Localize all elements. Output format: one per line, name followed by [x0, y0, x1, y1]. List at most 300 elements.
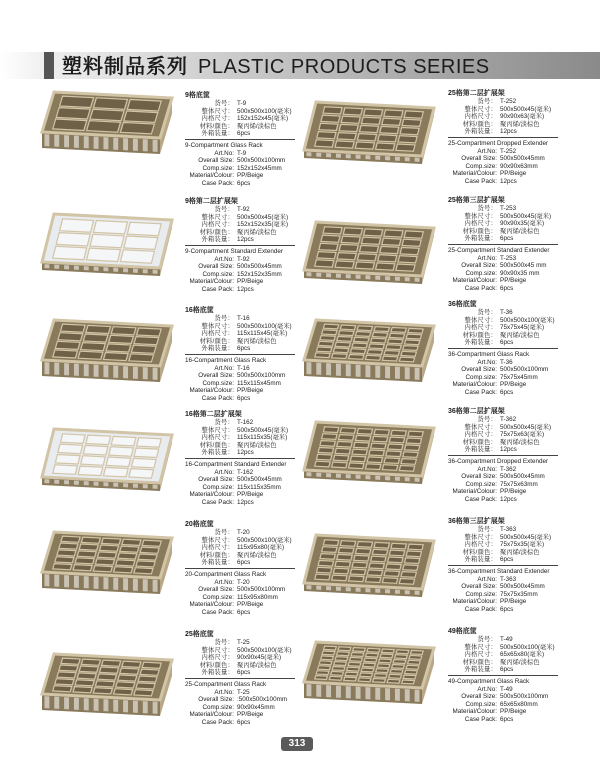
rack-compartment — [317, 252, 336, 259]
value-pack-cn: 6pcs — [237, 130, 251, 138]
rack-wall-hole — [123, 138, 128, 150]
spec-row-pack-cn — [448, 446, 558, 454]
label-art-cn: 货号： — [214, 639, 234, 646]
label-material-cn: 材料/颜色： — [462, 120, 497, 128]
rack-wall-hole — [336, 274, 341, 278]
rack-compartment — [398, 256, 417, 263]
label-comp-cn: 内格尺寸： — [201, 221, 234, 229]
spec-row-material-en — [448, 170, 558, 178]
spec-divider — [448, 137, 558, 138]
spec-row-material-en — [448, 277, 558, 285]
spec-row-material-en — [185, 278, 295, 286]
spec-row-overall-en — [185, 696, 295, 704]
value-overall-cn: 500x500x100(毫米) — [237, 107, 292, 115]
rack-wall-hole — [356, 275, 361, 279]
label-art-en: Art.No: — [214, 255, 234, 263]
rack-wall-hole — [84, 481, 89, 485]
rack-compartment — [357, 429, 372, 435]
rack-compartment — [384, 110, 403, 117]
label-material-en: Material/Colour: — [189, 172, 234, 180]
label-overall-cn: 整体尺寸： — [201, 426, 234, 434]
rack-compartment — [406, 438, 421, 444]
rack-compartment — [364, 229, 383, 236]
rack-compartment — [357, 134, 376, 141]
spec-row-pack-cn — [448, 235, 558, 243]
rack-compartment — [315, 461, 330, 467]
rack-compartment — [59, 665, 78, 671]
spec-row-comp-en — [448, 701, 558, 709]
product-spec — [185, 91, 295, 188]
rack-compartment — [318, 666, 331, 670]
rack-compartment — [332, 462, 347, 468]
spec-row-overall-en — [185, 372, 295, 380]
rack-compartment — [118, 675, 137, 681]
rack-wall-hole — [346, 587, 351, 591]
rack-compartment — [332, 575, 347, 581]
rack-wall-hole — [306, 585, 311, 589]
rack-image — [40, 318, 174, 384]
rack-wall-hole — [103, 267, 108, 271]
spec-row-pack-en — [448, 389, 558, 397]
rack-compartment — [87, 248, 121, 261]
rack-compartment — [102, 660, 121, 666]
rack-svg — [302, 640, 436, 706]
rack-compartment — [398, 136, 417, 143]
page-number: 313 — [281, 737, 313, 751]
label-art-en: Art.No: — [477, 465, 497, 473]
rack-svg — [40, 212, 174, 278]
spec-row-comp-cn — [448, 541, 558, 549]
rack-wall-hole — [143, 579, 148, 591]
rack-compartment — [363, 663, 376, 667]
rack-compartment — [318, 448, 333, 454]
rack-wall-hole — [133, 701, 138, 713]
label-art-cn: 货号： — [477, 526, 497, 533]
value-comp-en: 115x115x45mm — [237, 379, 281, 387]
rack-compartment — [350, 569, 365, 575]
label-art-cn: 货号： — [214, 419, 234, 426]
rack-wall-hole — [385, 276, 390, 280]
rack-compartment — [356, 332, 371, 337]
rack-compartment — [320, 554, 335, 560]
label-comp-en: Comp.size: — [465, 162, 497, 170]
rack-compartment — [360, 245, 379, 252]
page-title-en: PLASTIC PRODUCTS SERIES — [198, 56, 490, 78]
label-pack-en: Case Pack: — [201, 285, 234, 293]
rack-compartment — [403, 565, 418, 571]
rack-wall-hole — [326, 473, 331, 477]
label-material-en: Material/Colour: — [452, 708, 497, 716]
label-comp-cn: 内格尺寸： — [201, 330, 234, 338]
rack-compartment — [389, 550, 404, 556]
label-material-en: Material/Colour: — [189, 601, 234, 609]
rack-compartment — [339, 435, 354, 441]
spec-row-comp-en — [448, 591, 558, 599]
rack-wall-hole — [133, 367, 138, 379]
product-heading-en: 36-Compartment Glass Rack — [448, 350, 530, 358]
spec-row-comp-cn — [185, 434, 295, 442]
rack-wall-hole — [326, 153, 331, 157]
rack-compartment — [131, 458, 156, 468]
rack-wall-hole — [346, 274, 351, 278]
rack-compartment — [61, 324, 86, 332]
rack-compartment — [109, 335, 134, 343]
spec-divider — [185, 139, 295, 140]
rack-compartment — [366, 464, 381, 470]
label-overall-cn: 整体尺寸： — [201, 322, 234, 330]
rack-compartment — [75, 680, 94, 686]
value-material-en: PP/Beige — [237, 711, 264, 719]
label-overall-cn: 整体尺寸： — [464, 533, 497, 541]
spec-row-pack-en — [185, 719, 295, 727]
rack-compartment — [95, 681, 114, 687]
spec-divider — [185, 458, 295, 459]
rack-compartment — [366, 653, 379, 657]
rack-compartment — [395, 655, 408, 659]
value-art-cn: T-253 — [500, 205, 517, 212]
rack-wall-hole — [306, 272, 311, 276]
rack-image — [40, 90, 174, 156]
rack-wall-hole — [113, 700, 118, 712]
rack-compartment — [372, 436, 387, 442]
rack-compartment — [100, 545, 119, 551]
rack-wall-hole — [74, 136, 79, 148]
rack-compartment — [79, 666, 98, 672]
spec-row-overall-en — [448, 366, 558, 374]
label-material-cn: 材料/颜色： — [462, 548, 497, 556]
rack-compartment — [341, 116, 360, 123]
rack-wall-hole — [375, 366, 380, 378]
rack-compartment — [95, 559, 114, 565]
rack-compartment — [55, 557, 74, 563]
spec-row-pack-en — [185, 180, 295, 188]
product-spec — [185, 306, 295, 403]
rack-compartment — [367, 350, 382, 355]
rack-wall-hole — [316, 273, 321, 277]
label-pack-cn: 外箱装量： — [201, 236, 234, 244]
rack-compartment — [106, 344, 131, 352]
rack-compartment — [362, 117, 381, 124]
rack-compartment — [318, 561, 333, 567]
value-pack-cn: 12pcs — [237, 449, 254, 457]
value-comp-cn: 75x75x45(毫米) — [500, 324, 545, 332]
rack-wall-hole — [365, 155, 370, 159]
rack-compartment — [140, 669, 159, 675]
label-material-cn: 材料/颜色： — [199, 228, 234, 236]
label-overall-cn: 整体尺寸： — [464, 316, 497, 324]
spec-row-material-en — [448, 598, 558, 606]
rack-compartment — [55, 341, 80, 349]
label-art-en: Art.No: — [214, 364, 234, 372]
value-overall-cn: 500x500x45(毫米) — [500, 533, 552, 541]
spec-row-comp-en — [185, 380, 295, 388]
spec-divider — [448, 455, 558, 456]
value-overall-en: 500x500x100mm — [500, 366, 549, 374]
rack-compartment — [343, 108, 362, 115]
value-comp-en: 152x152x45mm — [237, 164, 282, 172]
spec-row-art-cn — [185, 100, 295, 108]
spec-row-pack-en — [448, 178, 558, 186]
value-pack-en: 6pcs — [237, 179, 251, 187]
value-art-en: T-253 — [500, 254, 517, 262]
rack-compartment — [402, 239, 421, 246]
label-pack-cn: 外箱装量： — [201, 669, 234, 677]
product-heading-cn: 9格底筐 — [185, 92, 210, 99]
rack-compartment — [402, 119, 421, 126]
rack-compartment — [369, 450, 384, 456]
rack-compartment — [399, 466, 414, 472]
spec-row-material-en — [448, 488, 558, 496]
spec-row-art-cn — [448, 205, 558, 213]
value-pack-en: 6pcs — [500, 715, 514, 723]
rack-compartment — [94, 98, 128, 110]
rack-wall-hole — [64, 265, 69, 269]
rack-wall-hole — [84, 266, 89, 270]
rack-wall-hole — [143, 701, 148, 713]
value-overall-en: 500x500x45mm — [237, 476, 282, 484]
spec-divider — [448, 244, 558, 245]
rack-compartment — [338, 647, 351, 651]
rack-compartment — [53, 350, 78, 358]
value-comp-cn: 115x115x45(毫米) — [237, 330, 288, 338]
value-overall-cn: 500x500x100(毫米) — [237, 536, 292, 544]
rack-wall-hole — [74, 698, 79, 710]
rack-compartment — [364, 658, 377, 662]
rack-wall-hole — [365, 588, 370, 592]
rack-compartment — [61, 434, 86, 444]
rack-compartment — [354, 337, 369, 342]
value-art-cn: T-362 — [500, 416, 517, 423]
rack-compartment — [337, 554, 352, 560]
rack-image — [302, 640, 436, 706]
rack-compartment — [354, 442, 369, 448]
label-overall-en: Overall Size: — [461, 366, 497, 374]
value-art-cn: T-9 — [237, 100, 247, 107]
label-material-en: Material/Colour: — [452, 381, 497, 389]
rack-wall-hole — [336, 474, 341, 478]
rack-compartment — [83, 445, 108, 455]
rack-compartment — [411, 651, 424, 655]
rack-image — [40, 530, 174, 596]
spec-row-overall-en — [448, 693, 558, 701]
rack-compartment — [353, 648, 366, 652]
rack-wall-hole — [316, 363, 321, 375]
label-art-en: Art.No: — [477, 254, 497, 262]
rack-compartment — [59, 543, 78, 549]
rack-compartment — [378, 255, 397, 262]
rack-compartment — [367, 648, 380, 652]
rack-wall-hole — [44, 479, 49, 483]
rack-compartment — [140, 547, 159, 553]
spec-row-pack-cn — [185, 559, 295, 567]
label-art-cn: 货号： — [214, 206, 234, 213]
product-heading-cn: 25格底筐 — [185, 631, 214, 638]
spec-row-pack-cn — [185, 236, 295, 244]
rack-wall-hole — [415, 690, 420, 702]
rack-wall-hole — [415, 278, 420, 282]
rack-compartment — [389, 674, 402, 678]
rack-compartment — [329, 676, 342, 680]
label-art-en: Art.No: — [214, 468, 234, 476]
rack-wall-hole — [375, 156, 380, 160]
value-overall-cn: 500x500x45(毫米) — [237, 426, 289, 434]
value-pack-en: 12pcs — [237, 498, 254, 506]
product-spec — [448, 407, 558, 504]
value-material-cn: 聚丙烯/淡棕色 — [237, 228, 277, 236]
spec-divider — [448, 565, 558, 566]
label-material-cn: 材料/颜色： — [199, 661, 234, 669]
rack-compartment — [321, 656, 334, 660]
rack-wall-hole — [385, 476, 390, 480]
spec-row-art-en — [185, 150, 295, 158]
rack-compartment — [57, 550, 76, 556]
spec-divider — [185, 354, 295, 355]
label-comp-en: Comp.size: — [202, 164, 234, 172]
label-pack-en: Case Pack: — [464, 605, 497, 613]
rack-wall-hole — [94, 365, 99, 377]
label-material-en: Material/Colour: — [189, 711, 234, 719]
rack-compartment — [319, 661, 332, 665]
rack-image — [302, 220, 436, 286]
value-overall-en: 500x500x45mm — [500, 473, 545, 481]
spec-row-art-cn — [448, 416, 558, 424]
rack-wall-hole — [385, 589, 390, 593]
rack-compartment — [55, 455, 80, 465]
rack-compartment — [399, 357, 414, 362]
rack-wall-hole — [94, 482, 99, 486]
rack-compartment — [315, 140, 334, 147]
rack-wall-hole — [84, 364, 89, 376]
rack-wall-hole — [395, 689, 400, 701]
rack-wall-hole — [346, 154, 351, 158]
rack-compartment — [137, 438, 162, 448]
rack-wall-hole — [84, 136, 89, 148]
rack-compartment — [340, 541, 355, 547]
rack-compartment — [142, 662, 161, 668]
label-overall-en: Overall Size: — [461, 693, 497, 701]
rack-compartment — [56, 233, 90, 246]
spec-row-comp-cn — [448, 651, 558, 659]
rack-wall-hole — [64, 363, 69, 375]
rack-compartment — [339, 124, 358, 131]
rack-compartment — [120, 668, 139, 674]
rack-compartment — [57, 672, 76, 678]
value-comp-en: 65x65x80mm — [500, 700, 538, 708]
value-overall-cn: 500x500x100(毫米) — [237, 322, 292, 330]
rack-compartment — [118, 553, 137, 559]
rack-compartment — [138, 554, 157, 560]
spec-row-pack-cn — [185, 449, 295, 457]
rack-wall-hole — [143, 269, 148, 273]
rack-compartment — [73, 687, 92, 693]
rack-wall-hole — [356, 475, 361, 479]
spec-row-comp-cn — [185, 221, 295, 229]
spec-row-comp-cn — [185, 544, 295, 552]
spec-row-material-en — [448, 381, 558, 389]
rack-compartment — [350, 349, 365, 354]
value-pack-cn: 6pcs — [237, 669, 251, 677]
rack-compartment — [382, 118, 401, 125]
value-pack-en: 12pcs — [500, 495, 517, 503]
rack-wall-hole — [306, 472, 311, 476]
rack-compartment — [93, 566, 112, 572]
rack-compartment — [81, 456, 106, 466]
rack-compartment — [396, 264, 415, 271]
rack-compartment — [106, 457, 131, 467]
spec-row-comp-en — [185, 594, 295, 602]
rack-compartment — [335, 261, 354, 268]
value-material-en: PP/Beige — [500, 488, 527, 496]
value-pack-cn: 12pcs — [500, 128, 517, 136]
product-spec — [185, 630, 295, 727]
rack-compartment — [339, 331, 354, 336]
rack-compartment — [53, 465, 78, 475]
spec-row-comp-en — [185, 165, 295, 173]
rack-wall-hole — [113, 138, 118, 150]
spec-row-comp-cn — [448, 324, 558, 332]
rack-compartment — [369, 563, 384, 569]
rack-compartment — [58, 333, 83, 341]
rack-compartment — [134, 337, 159, 345]
rack-wall-hole — [316, 473, 321, 477]
label-pack-cn: 外箱装量： — [464, 235, 497, 243]
rack-compartment — [382, 578, 397, 584]
rack-compartment — [356, 548, 371, 554]
rack-compartment — [317, 132, 336, 139]
label-comp-en: Comp.size: — [202, 703, 234, 711]
value-overall-en: 500x500x100mm — [500, 693, 549, 701]
rack-wall-hole — [84, 576, 89, 588]
value-overall-en: 500x500x100mm — [237, 157, 286, 165]
spec-row-pack-en — [448, 606, 558, 614]
rack-compartment — [129, 469, 154, 479]
rack-compartment — [333, 455, 348, 461]
spec-row-comp-en — [185, 704, 295, 712]
label-overall-cn: 整体尺寸： — [464, 212, 497, 220]
rack-compartment — [77, 551, 96, 557]
label-pack-cn: 外箱装量： — [201, 130, 234, 138]
label-material-en: Material/Colour: — [452, 277, 497, 285]
rack-image — [40, 212, 174, 278]
rack-compartment — [388, 339, 403, 344]
rack-wall-hole — [54, 363, 59, 375]
rack-compartment — [384, 351, 399, 356]
label-comp-en: Comp.size: — [465, 480, 497, 488]
value-material-en: PP/Beige — [500, 598, 527, 606]
rack-wall-hole — [356, 155, 361, 159]
rack-compartment — [94, 221, 128, 234]
rack-wall-hole — [336, 154, 341, 158]
product-heading-cn: 20格底筐 — [185, 521, 214, 528]
rack-compartment — [332, 667, 345, 671]
spec-row-material-en — [448, 708, 558, 716]
label-overall-cn: 整体尺寸： — [464, 643, 497, 651]
rack-compartment — [408, 544, 423, 550]
label-comp-cn: 内格尺寸： — [464, 651, 497, 659]
spec-row-art-cn — [448, 636, 558, 644]
rack-compartment — [403, 675, 416, 679]
product-heading-en: 25-Compartment Standard Extender — [448, 246, 550, 254]
rack-compartment — [337, 336, 352, 341]
value-art-cn: T-252 — [500, 98, 517, 105]
rack-compartment — [53, 246, 87, 259]
value-pack-cn: 12pcs — [500, 446, 517, 454]
label-art-cn: 货号： — [214, 100, 234, 107]
rack-wall-hole — [356, 365, 361, 377]
rack-compartment — [335, 657, 348, 661]
product-spec — [185, 197, 295, 294]
rack-wall-hole — [103, 137, 108, 149]
